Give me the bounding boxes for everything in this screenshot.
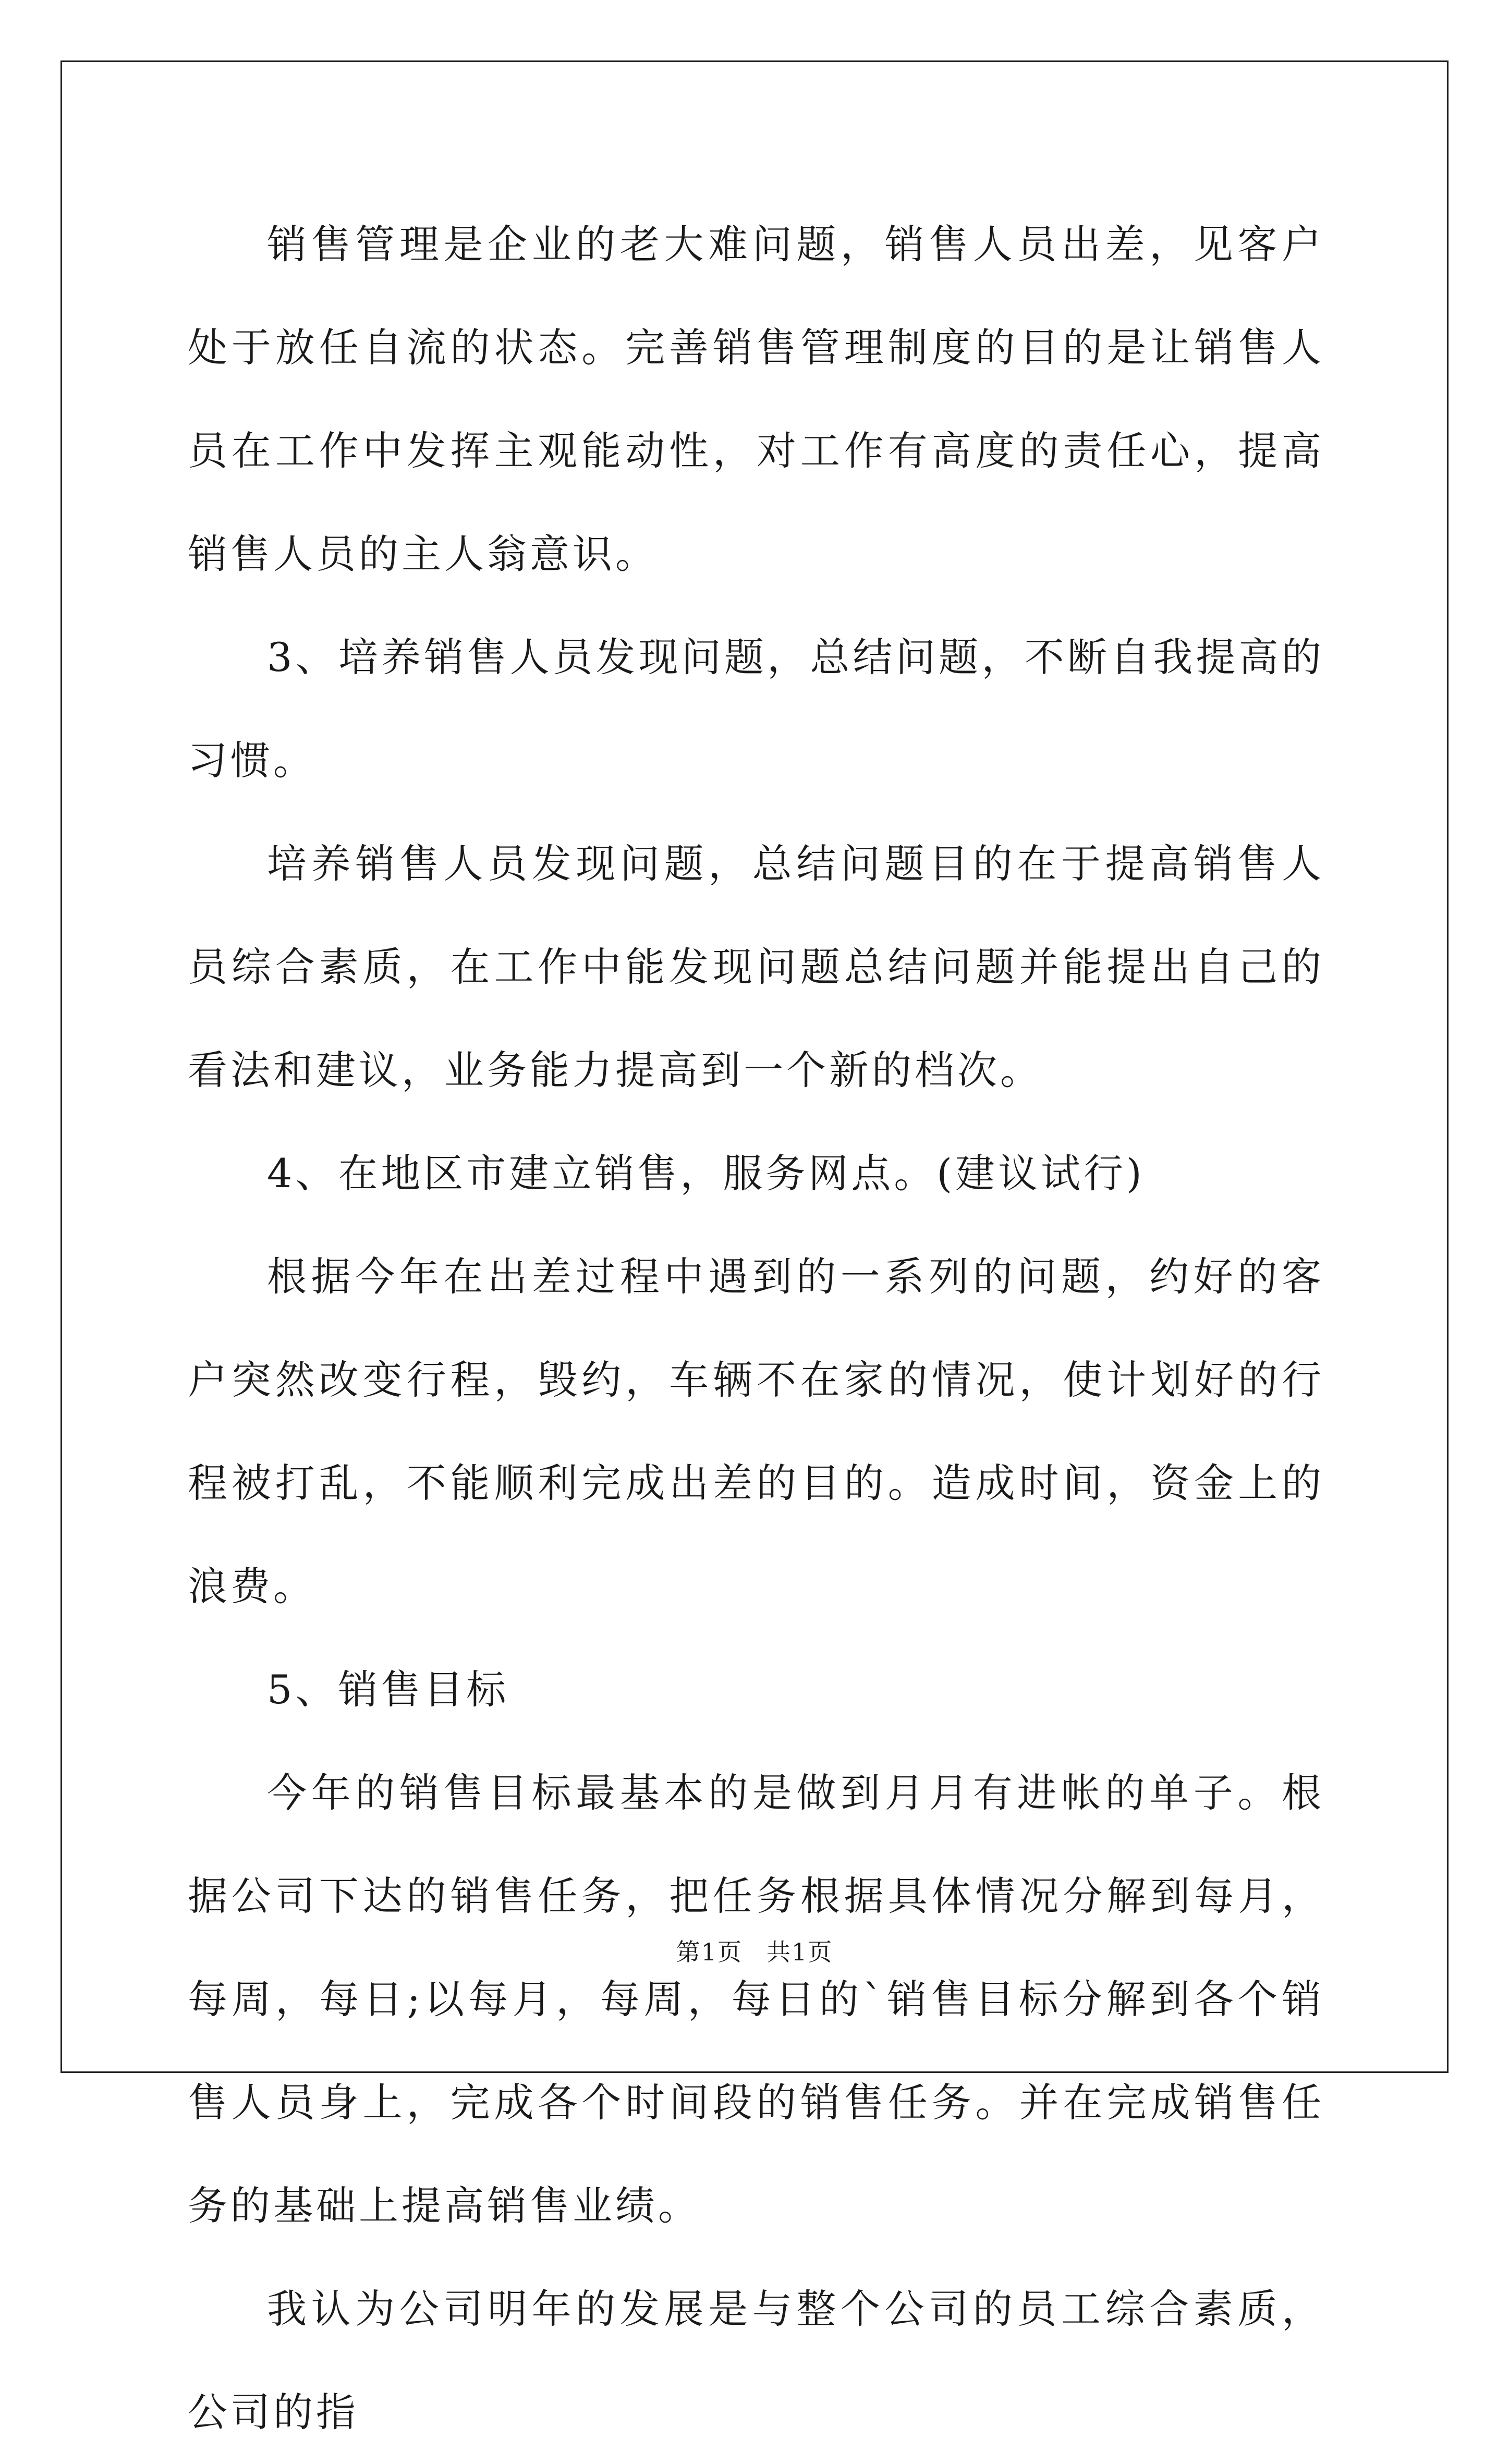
paragraph: 3、培养销售人员发现问题，总结问题，不断自我提高的习惯。	[188, 634, 1324, 784]
paragraph: 我认为公司明年的发展是与整个公司的员工综合素质，公司的指	[188, 2286, 1324, 2435]
paragraph: 5、销售目标	[267, 1666, 509, 1713]
paragraph: 销售管理是企业的老大难问题，销售人员出差，见客户处于放任自流的状态。完善销售管理制度的目的是让销售人员在工作中发挥主观能动性，对工作有高度的责任心，提高销售人员的主人翁意识。	[188, 221, 1324, 577]
paragraph: 今年的销售目标最基本的是做到月月有进帐的单子。根据公司下达的销售任务，把任务根据具体情况分解到每月，每周，每日;以每月，每周，每日的`销售目标分解到各个销售人员身上，完成各个时间段的销售任务。并在完成销售任务的基础上提高销售业绩。	[188, 1770, 1324, 2229]
page-number-total: 共1页	[766, 1938, 833, 1966]
page-number-current: 第1页	[676, 1938, 743, 1966]
paragraph: 根据今年在出差过程中遇到的一系列的问题，约好的客户突然改变行程，毁约，车辆不在家的情况，使计划好的行程被打乱，不能顺利完成出差的目的。造成时间，资金上的浪费。	[188, 1253, 1324, 1609]
paragraph: 培养销售人员发现问题，总结问题目的在于提高销售人员综合素质，在工作中能发现问题总结问题并能提出自己的看法和建议，业务能力提高到一个新的档次。	[188, 840, 1324, 1093]
document-body	[188, 193, 1324, 2464]
page-footer	[0, 1933, 1509, 1968]
paragraph: 4、在地区市建立销售，服务网点。(建议试行)	[267, 1150, 1145, 1197]
